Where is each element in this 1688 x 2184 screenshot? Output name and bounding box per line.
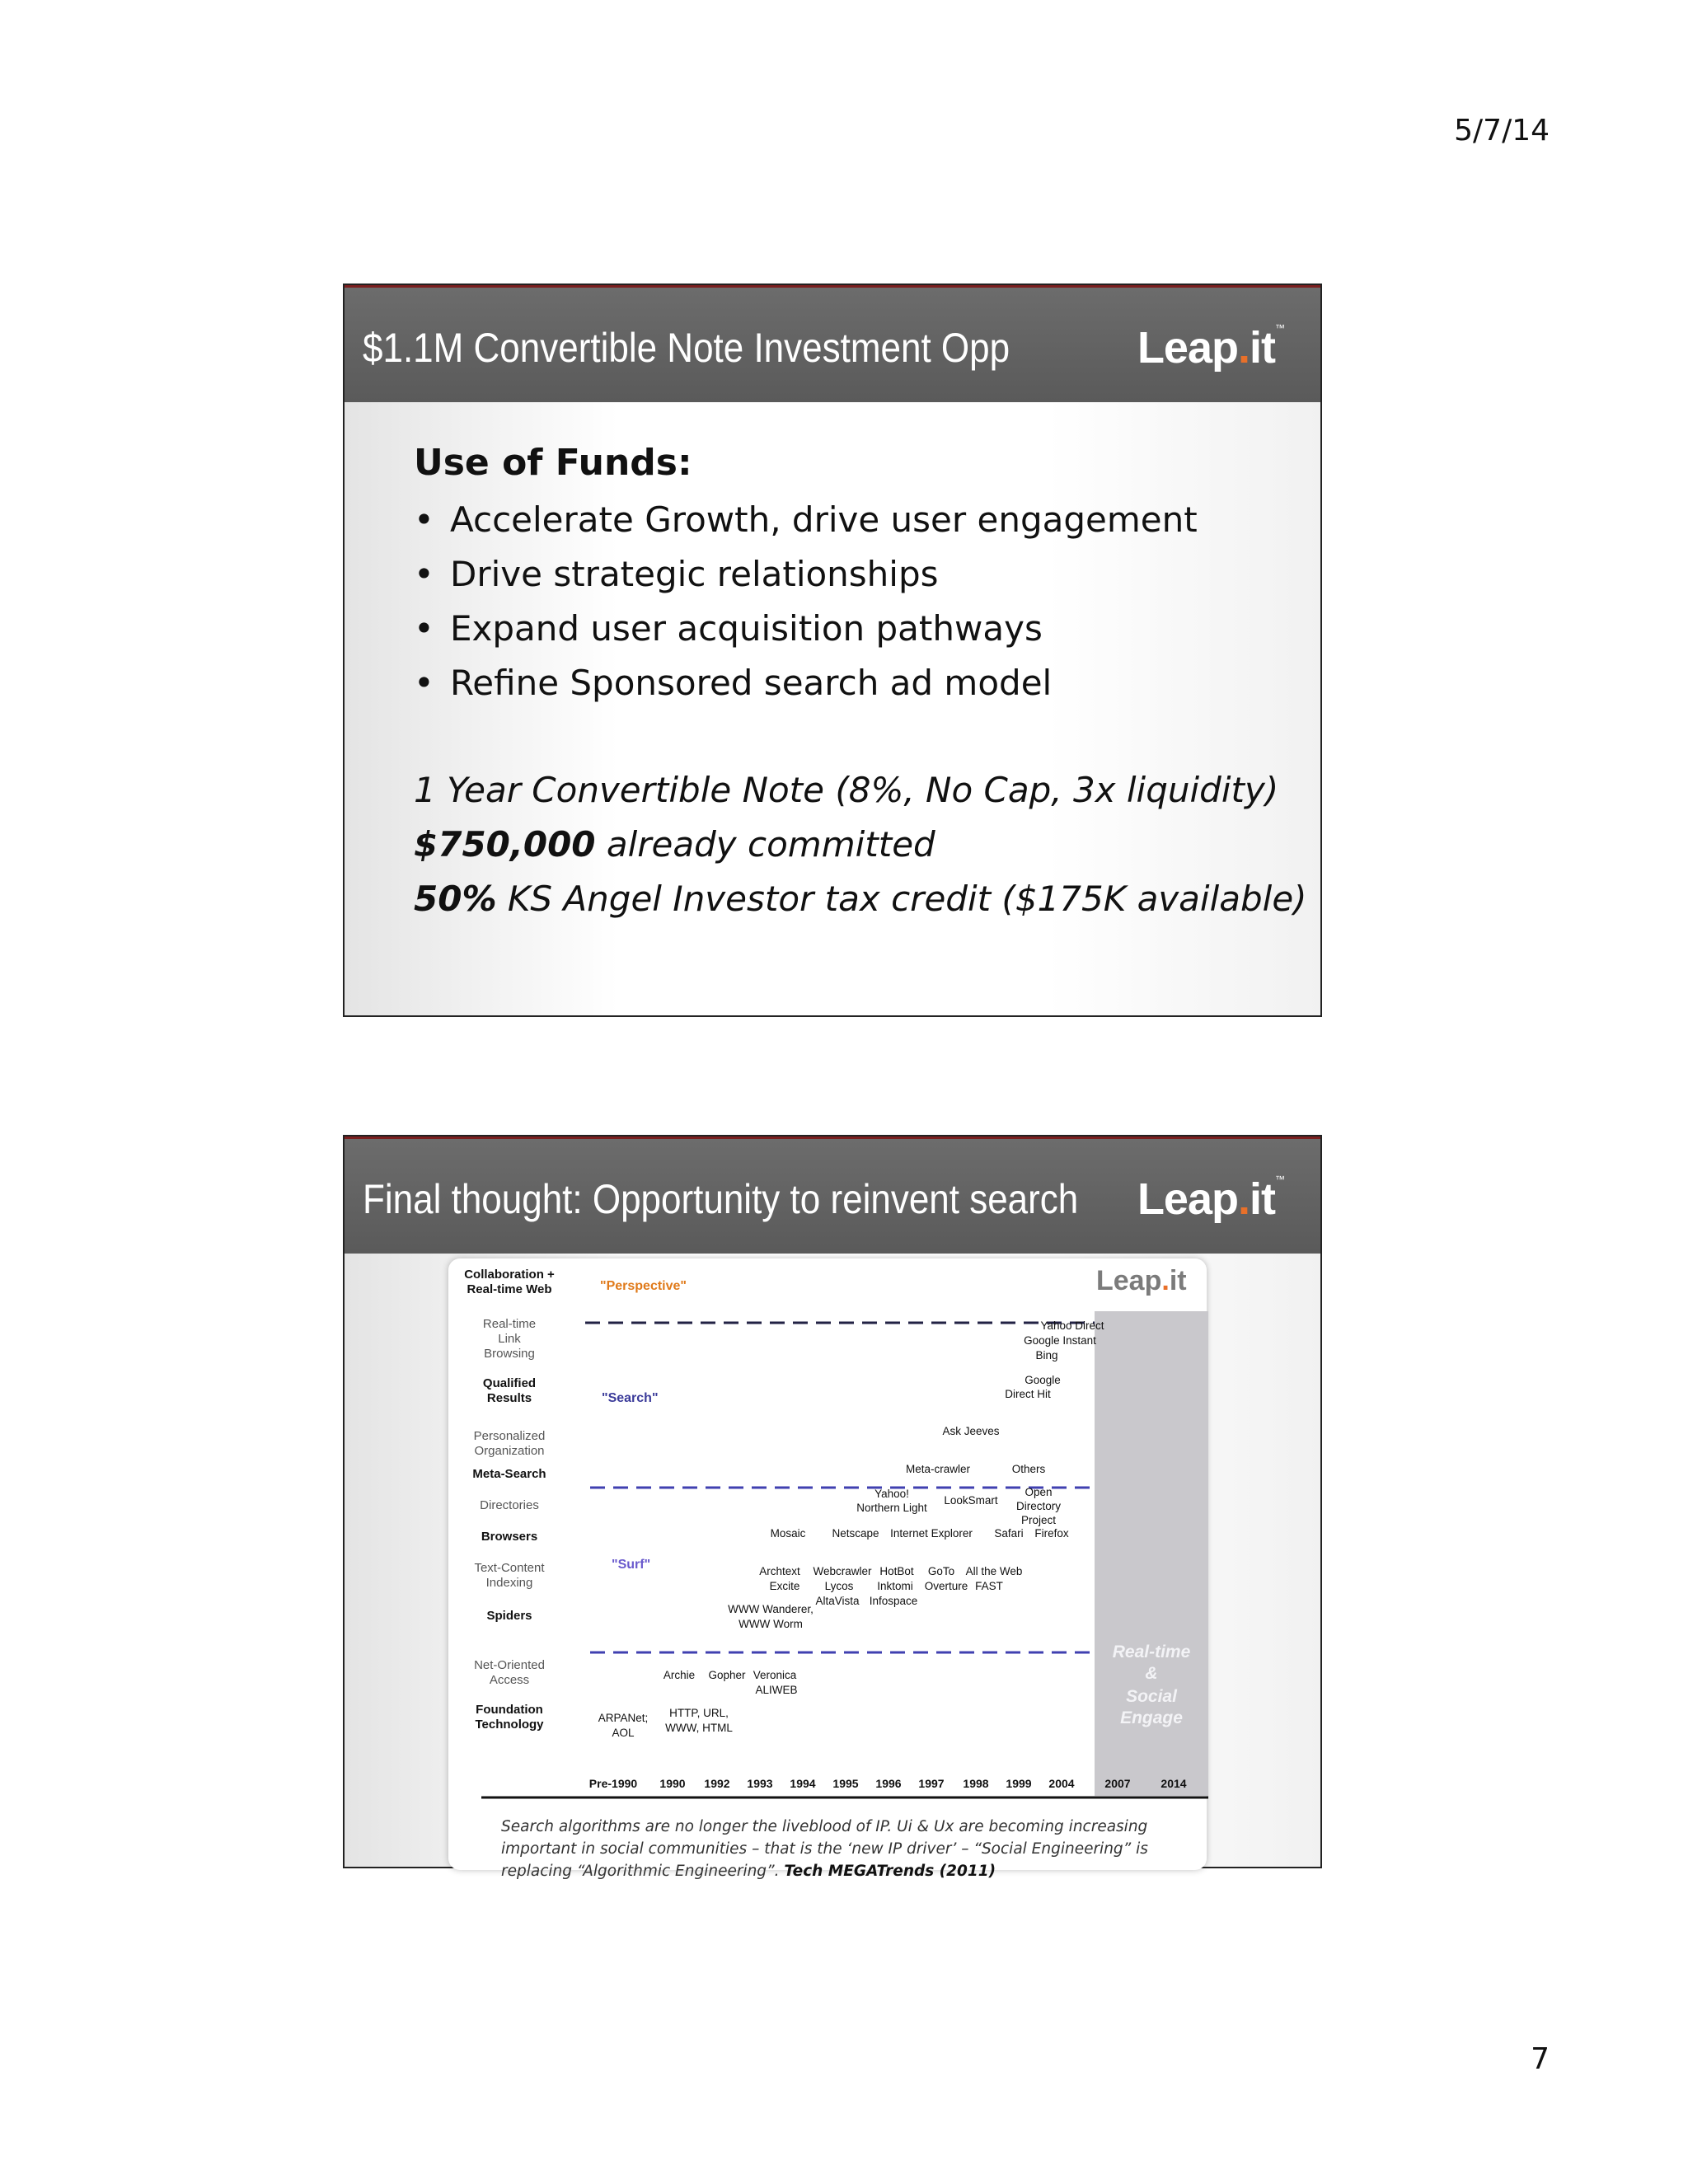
item-altavista: AltaVista	[815, 1595, 860, 1607]
item-arpanet: ARPANet;	[598, 1712, 649, 1724]
item-www-wanderer: WWW Wanderer,	[728, 1603, 814, 1615]
row-label-realtime-link: Real-time Link Browsing	[482, 1317, 537, 1361]
leapit-logo: Leap.it™	[1137, 1174, 1284, 1224]
note-term-line: 1 Year Convertible Note (8%, No Cap, 3x liquidity)	[414, 770, 1279, 810]
search-evolution-timeline	[448, 1258, 1207, 1870]
slide-final-thought	[343, 1135, 1322, 1880]
item-archie: Archie	[663, 1669, 696, 1681]
highlight-engage: Engage	[1120, 1708, 1183, 1727]
page-number: 7	[1531, 2042, 1550, 2076]
row-label-foundation: Foundation Technology	[475, 1703, 544, 1732]
item-yahoo: Yahoo!	[874, 1488, 909, 1500]
item-inktomi: Inktomi	[877, 1580, 913, 1592]
list-item: • Refine Sponsored search ad model	[414, 663, 1053, 703]
year-label: 2004	[1048, 1777, 1075, 1790]
row-label-text-content: Text-Content Indexing	[474, 1561, 545, 1590]
year-label: 2007	[1104, 1777, 1131, 1790]
leapit-logo: Leap.it™	[1137, 322, 1284, 373]
year-label: 1997	[918, 1777, 945, 1790]
row-label-qualified: Qualified Results	[482, 1376, 537, 1405]
caption: Search algorithms are no longer the liveblood of IP. Ui & Ux are becoming increasing important in social communities – that is the ‘new IP driver’ – “Social Engineering” is replacing “Algorithmic Engineering”. Tech MEGATrends (2011)	[501, 1818, 1148, 1880]
row-label-collaboration: Collaboration + Real-time Web	[464, 1268, 555, 1296]
item-www-html: WWW, HTML	[665, 1722, 733, 1734]
era-perspective: "Perspective"	[600, 1279, 687, 1293]
row-label-spiders: Spiders	[486, 1609, 532, 1623]
list-item: • Accelerate Growth, drive user engagement	[414, 499, 1198, 540]
item-google-instant: Google Instant	[1024, 1334, 1096, 1347]
page-date: 5/7/14	[1454, 114, 1550, 148]
item-google: Google	[1025, 1374, 1061, 1386]
item-firefox: Firefox	[1034, 1527, 1069, 1540]
item-http-url: HTTP, URL,	[669, 1707, 729, 1719]
card-logo: Leap.it	[1096, 1265, 1187, 1296]
item-aliweb: ALIWEB	[755, 1684, 798, 1696]
funds-list	[414, 493, 1198, 710]
item-direct-hit: Direct Hit	[1005, 1388, 1051, 1400]
era-surf: "Surf"	[612, 1558, 651, 1572]
item-netscape: Netscape	[832, 1527, 879, 1540]
slide-header	[345, 1137, 1320, 1254]
item-all-the-web: All the Web	[965, 1565, 1023, 1577]
item-aol: AOL	[612, 1727, 635, 1739]
item-www-worm: WWW Worm	[738, 1618, 803, 1630]
year-label: Pre-1990	[588, 1777, 638, 1790]
item-lycos: Lycos	[824, 1580, 854, 1592]
search-evolution-card	[448, 1258, 1207, 1880]
item-safari: Safari	[994, 1527, 1024, 1540]
year-label: 1993	[747, 1777, 773, 1790]
item-open-directory: Open Directory Project	[1015, 1486, 1062, 1526]
item-overture: Overture	[924, 1580, 968, 1592]
item-mosaic: Mosaic	[770, 1527, 806, 1540]
row-label-net-oriented: Net-Oriented Access	[474, 1658, 545, 1687]
item-yahoo-direct: Yahoo Direct	[1040, 1319, 1104, 1332]
highlight-social: Social	[1126, 1687, 1177, 1706]
item-hotbot: HotBot	[879, 1565, 914, 1577]
year-label: 1999	[1006, 1777, 1032, 1790]
list-item: • Drive strategic relationships	[414, 554, 939, 594]
year-label: 2014	[1160, 1777, 1187, 1790]
slide-header	[345, 285, 1320, 402]
item-northern-light: Northern Light	[856, 1502, 927, 1514]
year-label: 1996	[875, 1777, 902, 1790]
slide-title: $1.1M Convertible Note Investment Opp	[363, 325, 1010, 371]
committed-line: $750,000 already committed	[414, 824, 935, 865]
item-others: Others	[1011, 1463, 1046, 1475]
item-goto: GoTo	[927, 1565, 955, 1577]
year-label: 1995	[832, 1777, 859, 1790]
row-label-meta-search: Meta-Search	[472, 1467, 546, 1481]
row-label-personalized: Personalized Organization	[473, 1429, 546, 1458]
item-bing: Bing	[1035, 1349, 1058, 1361]
funds-heading: Use of Funds:	[414, 442, 692, 484]
year-label: 1990	[659, 1777, 686, 1790]
item-fast: FAST	[975, 1580, 1003, 1592]
item-webcrawler: Webcrawler	[813, 1565, 872, 1577]
slide-investment	[343, 284, 1322, 1017]
year-label: 1994	[790, 1777, 816, 1790]
row-label-directories: Directories	[480, 1498, 539, 1512]
year-label: 1992	[704, 1777, 730, 1790]
item-veronica: Veronica	[753, 1669, 797, 1681]
item-meta-crawler: Meta-crawler	[905, 1463, 971, 1475]
slide-title: Final thought: Opportunity to reinvent search	[363, 1176, 1079, 1222]
item-excite: Excite	[769, 1580, 800, 1592]
item-archtext: Archtext	[759, 1565, 800, 1577]
highlight-amp: &	[1145, 1664, 1158, 1683]
item-looksmart: LookSmart	[944, 1494, 998, 1507]
note-terms	[414, 763, 1307, 926]
tax-credit-line: 50% KS Angel Investor tax credit ($175K available)	[414, 879, 1307, 919]
year-label: 1998	[963, 1777, 989, 1790]
highlight-realtime: Real-time	[1112, 1643, 1191, 1661]
row-label-browsers: Browsers	[481, 1530, 538, 1544]
item-ask-jeeves: Ask Jeeves	[942, 1425, 1000, 1437]
item-infospace: Infospace	[869, 1595, 918, 1607]
era-search: "Search"	[602, 1391, 659, 1405]
item-internet-explorer: Internet Explorer	[890, 1527, 973, 1540]
item-gopher: Gopher	[708, 1669, 746, 1681]
list-item: • Expand user acquisition pathways	[414, 608, 1043, 649]
